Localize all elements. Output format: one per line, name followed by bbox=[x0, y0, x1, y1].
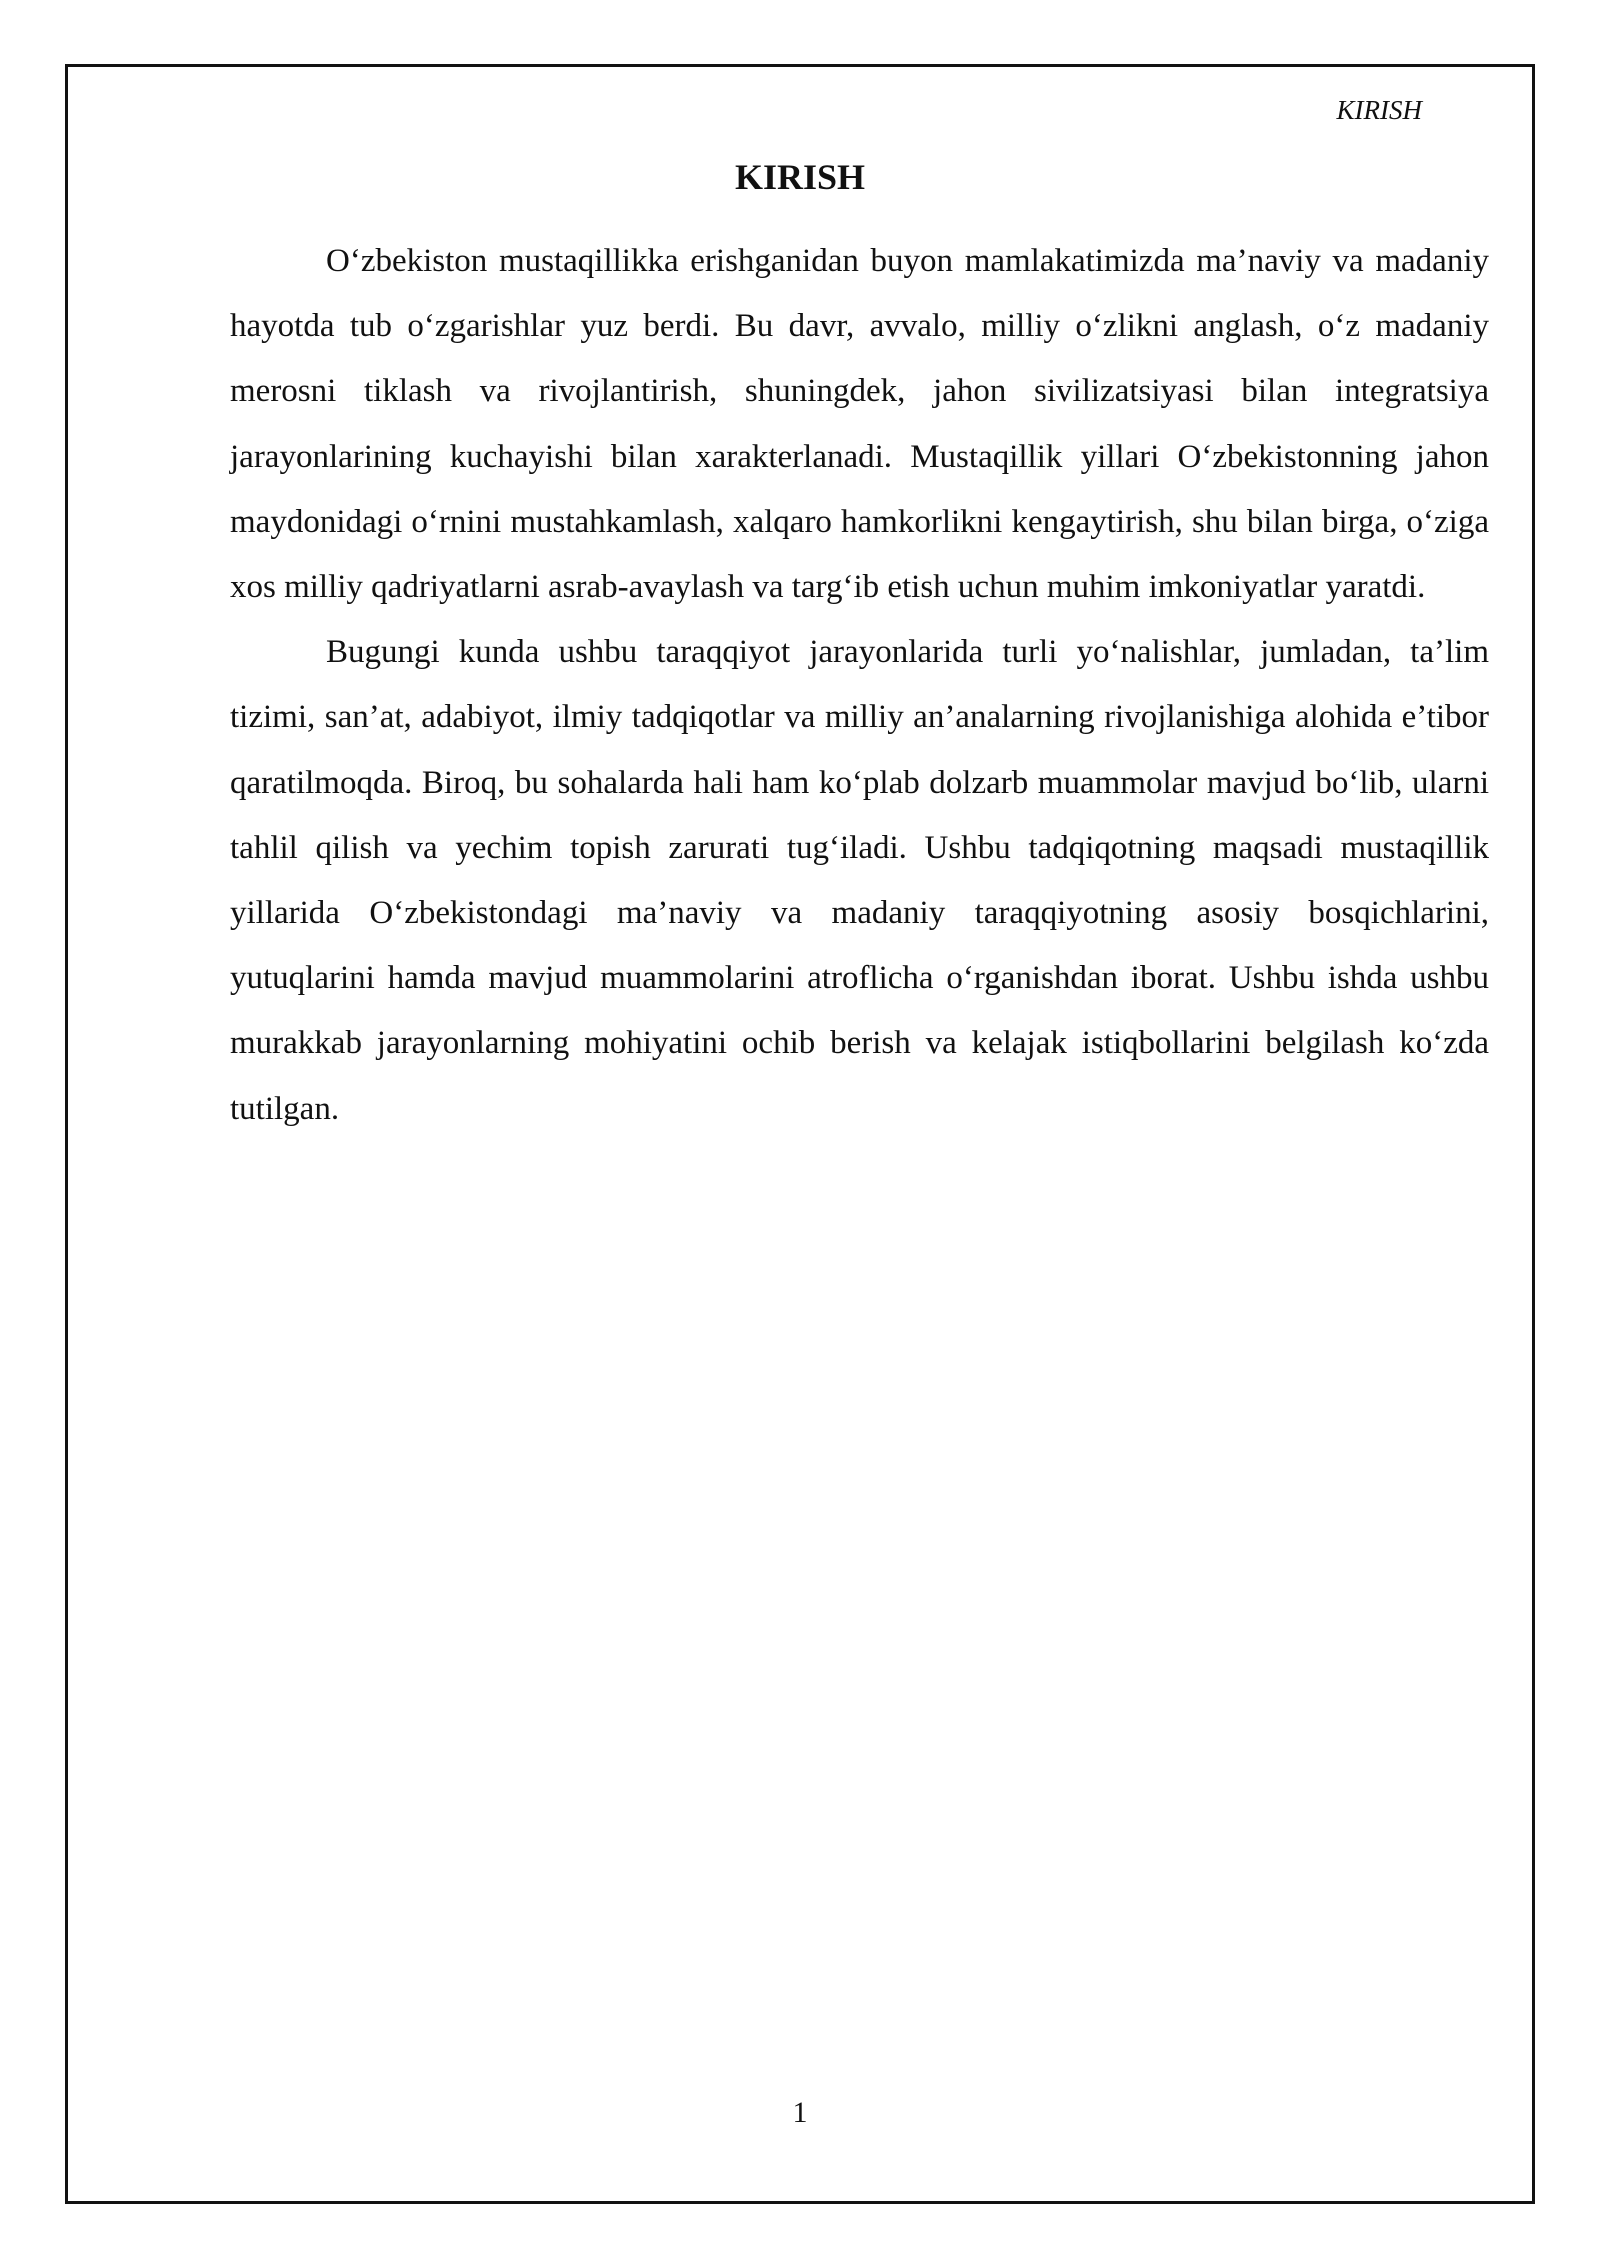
running-header: KIRISH bbox=[1336, 95, 1422, 125]
paragraph-2: Bugungi kunda ushbu taraqqiyot jarayonlarida turli yo‘nalishlar, jumladan, ta’lim tizimi, san’at, adabiyot, ilmiy tadqiqotlar va milliy an’analarning rivojlanishiga alohida e’tibor qaratilmoqda. Biroq, bu sohalarda hali ham ko‘plab dolzarb muammolar mavjud bo‘lib, ularni tahlil qilish va yechim topish zarurati tug‘iladi. Ushbu tadqiqotning maqsadi mustaqillik yillarida O‘zbekistondagi ma’naviy va madaniy taraqqiyotning asosiy bosqichlarini, yutuqlarini hamda mavjud muammolarini atroflicha o‘rganishdan iborat. Ushbu ishda ushbu murakkab jarayonlarning mohiyatini ochib berish va kelajak istiqbollarini belgilash ko‘zda tutilgan. bbox=[230, 634, 1489, 1127]
body-text bbox=[230, 229, 1489, 1142]
paragraph-1: O‘zbekiston mustaqillikka erishganidan buyon mamlakatimizda ma’naviy va madaniy hayotda tub o‘zgarishlar yuz berdi. Bu davr, avvalo, milliy o‘zlikni anglash, o‘z madaniy merosni tiklash va rivojlantirish, shuningdek, jahon sivilizatsiyasi bilan integratsiya jarayonlarining kuchayishi bilan xarakterlanadi. Mustaqillik yillari O‘zbekistonning jahon maydonidagi o‘rnini mustahkamlash, xalqaro hamkorlikni kengaytirish, shu bilan birga, o‘ziga xos milliy qadriyatlarni asrab-avaylash va targ‘ib etish uchun muhim imkoniyatlar yaratdi. bbox=[230, 243, 1489, 606]
section-title: KIRISH bbox=[734, 157, 866, 197]
page-number: 1 bbox=[792, 2096, 808, 2129]
page-frame bbox=[65, 64, 1535, 2204]
